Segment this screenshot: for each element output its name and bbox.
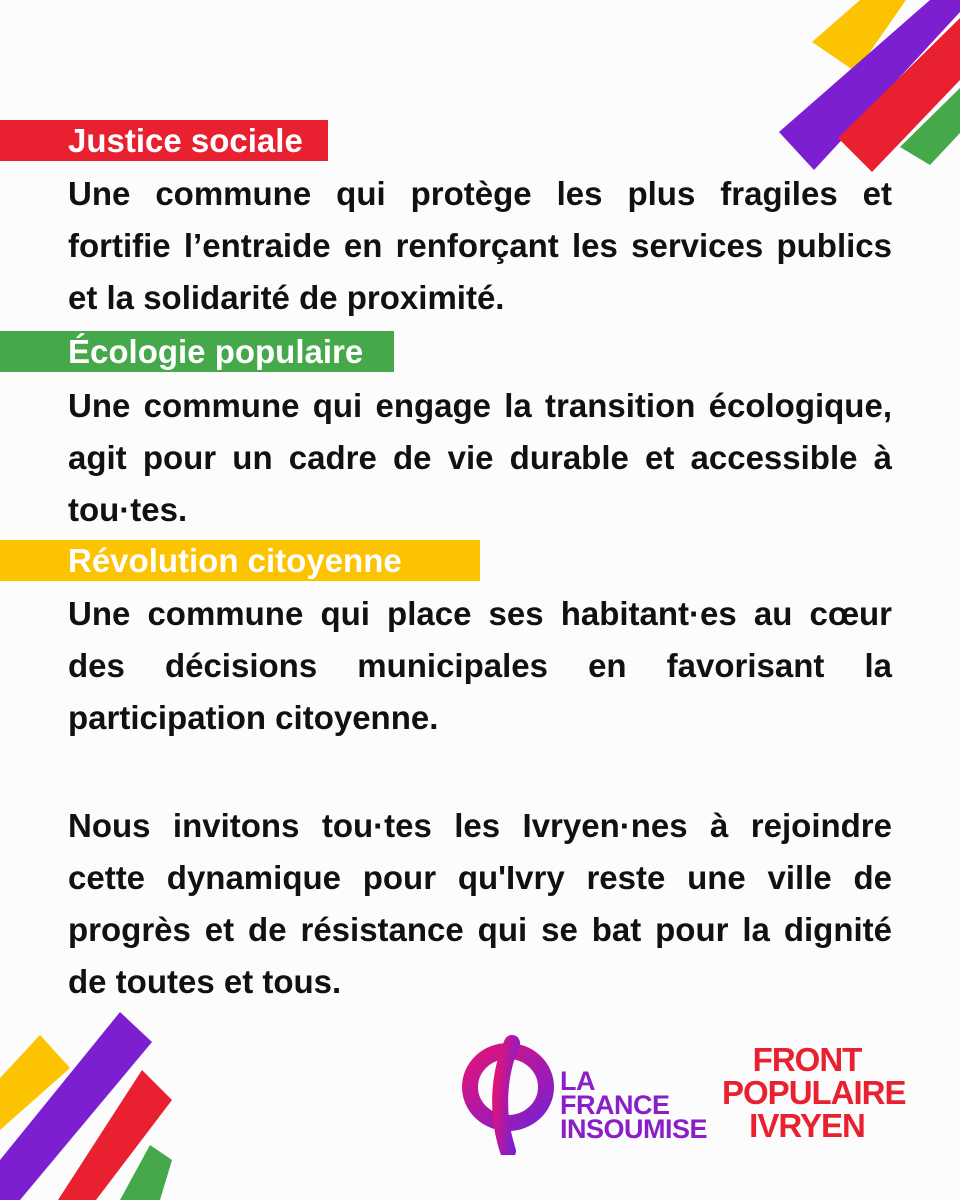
section-heading-revolution-citoyenne: Révolution citoyenne [0, 540, 480, 581]
section-heading-justice-sociale: Justice sociale [0, 120, 328, 161]
logos [460, 1035, 906, 1165]
closing-paragraph: Nous invitons tou·tes les Ivryen·nes à rejoindre cette dynamique pour qu'Ivry reste une ville de progrès et de résistance qui se bat pour la dignité de toutes et tous. [68, 807, 892, 1000]
lfi-line-2: FRANCE [560, 1090, 670, 1120]
lfi-line-3: INSOUMISE [560, 1114, 708, 1144]
phi-icon [460, 1035, 556, 1155]
section-text-revolution-citoyenne: Une commune qui place ses habitant·es au cœur des décisions municipales en favorisant la participation citoyenne. [68, 595, 892, 736]
top-right-stripes [779, 0, 960, 172]
fpi-line-2: POPULAIRE [722, 1074, 906, 1111]
lfi-wordmark [560, 1066, 708, 1144]
bottom-left-stripes [0, 1012, 172, 1200]
front-populaire-ivryen-logo [722, 1041, 906, 1144]
section-heading-ecologie-populaire: Écologie populaire [0, 331, 394, 372]
fpi-line-1: FRONT [752, 1041, 862, 1078]
fpi-line-3: IVRYEN [749, 1107, 865, 1144]
section-text-ecologie-populaire: Une commune qui engage la transition écologique, agit pour un cadre de vie durable et accessible à tou·tes. [68, 387, 892, 528]
lfi-line-1: LA [560, 1066, 595, 1096]
section-text-justice-sociale: Une commune qui protège les plus fragiles et fortifie l’entraide en renforçant les services publics et la solidarité de proximité. [68, 175, 892, 316]
